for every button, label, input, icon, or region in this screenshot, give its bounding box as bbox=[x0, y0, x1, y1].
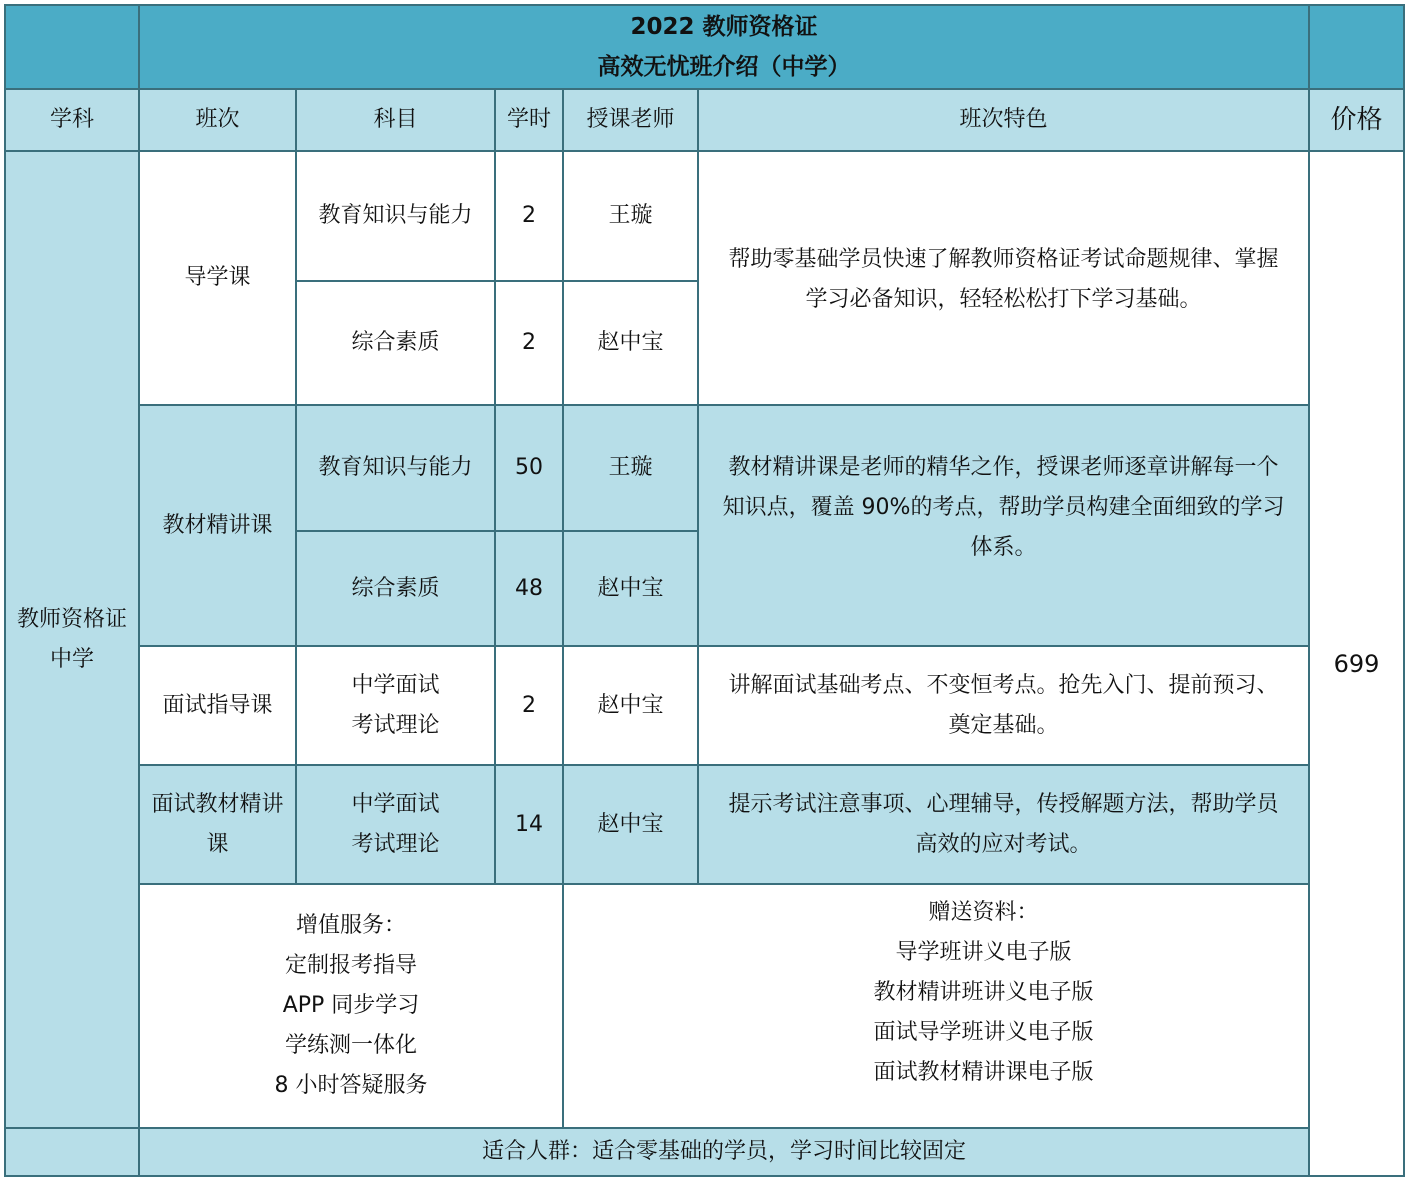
course-cell: 综合素质 bbox=[296, 531, 495, 646]
course-intro-table bbox=[4, 4, 1405, 1177]
feature-line: 学习必备知识，轻轻松松打下学习基础。 bbox=[805, 287, 1202, 312]
feature-line: 知识点，覆盖 90%的考点，帮助学员构建全面细致的学习 bbox=[722, 495, 1285, 520]
subject-line-2: 中学 bbox=[49, 646, 94, 672]
teacher-cell: 王璇 bbox=[563, 151, 698, 281]
gift-line: 赠送资料： bbox=[928, 900, 1039, 925]
class-name-line: 课 bbox=[206, 831, 229, 857]
gift-materials-cell bbox=[563, 884, 1404, 1128]
course-line: 考试理论 bbox=[351, 831, 440, 857]
course-cell: 教育知识与能力 bbox=[296, 405, 495, 531]
subject-cell bbox=[5, 151, 139, 1128]
course-line: 中学面试 bbox=[351, 672, 440, 698]
course-cell: 教育知识与能力 bbox=[296, 151, 495, 281]
class-name: 教材精讲课 bbox=[139, 405, 296, 646]
feature-cell bbox=[698, 646, 1309, 765]
course-cell bbox=[296, 646, 495, 765]
feature-cell bbox=[698, 405, 1309, 646]
class-name bbox=[139, 765, 296, 884]
gift-line: 教材精讲班讲义电子版 bbox=[873, 980, 1094, 1005]
subject-line-1: 教师资格证 bbox=[16, 606, 127, 632]
price-cell: 699 bbox=[1309, 151, 1404, 1176]
feature-line: 讲解面试基础考点、不变恒考点。抢先入门、提前预习、 bbox=[728, 672, 1279, 698]
class-name: 导学课 bbox=[139, 151, 296, 405]
feature-line: 体系。 bbox=[970, 535, 1037, 560]
feature-cell bbox=[698, 151, 1309, 405]
teacher-cell: 赵中宝 bbox=[563, 281, 698, 405]
feature-cell bbox=[698, 765, 1309, 884]
hours-cell: 2 bbox=[495, 151, 563, 281]
class-name-line: 面试教材精讲 bbox=[151, 791, 284, 817]
header-course: 科目 bbox=[296, 89, 495, 151]
hours-cell: 48 bbox=[495, 531, 563, 646]
header-feature: 班次特色 bbox=[698, 89, 1309, 151]
gift-line: 导学班讲义电子版 bbox=[895, 940, 1072, 965]
header-subject: 学科 bbox=[5, 89, 139, 151]
hours-cell: 2 bbox=[495, 281, 563, 405]
course-line: 考试理论 bbox=[351, 712, 440, 738]
class-name: 面试指导课 bbox=[139, 646, 296, 765]
hours-cell: 2 bbox=[495, 646, 563, 765]
value-services-cell bbox=[139, 884, 563, 1128]
course-cell bbox=[296, 765, 495, 884]
service-line: 学练测一体化 bbox=[284, 1033, 417, 1058]
feature-line: 奠定基础。 bbox=[948, 712, 1059, 738]
teacher-cell: 赵中宝 bbox=[563, 531, 698, 646]
suitable-label-cell bbox=[5, 1128, 139, 1176]
service-line: 8 小时答疑服务 bbox=[274, 1073, 428, 1098]
feature-line: 高效的应对考试。 bbox=[915, 831, 1092, 857]
title-line-1: 2022 教师资格证 bbox=[630, 14, 818, 40]
service-line: 增值服务： bbox=[295, 913, 406, 938]
gift-line: 面试教材精讲课电子版 bbox=[873, 1060, 1094, 1085]
feature-line: 帮助零基础学员快速了解教师资格证考试命题规律、掌握 bbox=[728, 247, 1279, 272]
corner-cell-right bbox=[1309, 5, 1404, 89]
course-line: 中学面试 bbox=[351, 791, 440, 817]
header-class: 班次 bbox=[139, 89, 296, 151]
service-line: 定制报考指导 bbox=[284, 953, 417, 978]
header-hours: 学时 bbox=[495, 89, 563, 151]
service-line: APP 同步学习 bbox=[282, 993, 420, 1018]
hours-cell: 50 bbox=[495, 405, 563, 531]
feature-line: 教材精讲课是老师的精华之作，授课老师逐章讲解每一个 bbox=[728, 455, 1279, 480]
suitable-cell: 适合人群：适合零基础的学员，学习时间比较固定 bbox=[139, 1128, 1309, 1176]
gift-line: 面试导学班讲义电子版 bbox=[873, 1020, 1094, 1045]
header-price: 价格 bbox=[1309, 89, 1404, 151]
header-teacher: 授课老师 bbox=[563, 89, 698, 151]
title-line-2: 高效无忧班介绍（中学） bbox=[597, 54, 851, 80]
hours-cell: 14 bbox=[495, 765, 563, 884]
teacher-cell: 王璇 bbox=[563, 405, 698, 531]
course-cell: 综合素质 bbox=[296, 281, 495, 405]
feature-line: 提示考试注意事项、心理辅导，传授解题方法，帮助学员 bbox=[728, 791, 1279, 817]
corner-cell bbox=[5, 5, 139, 89]
table-title bbox=[139, 5, 1309, 89]
teacher-cell: 赵中宝 bbox=[563, 646, 698, 765]
teacher-cell: 赵中宝 bbox=[563, 765, 698, 884]
